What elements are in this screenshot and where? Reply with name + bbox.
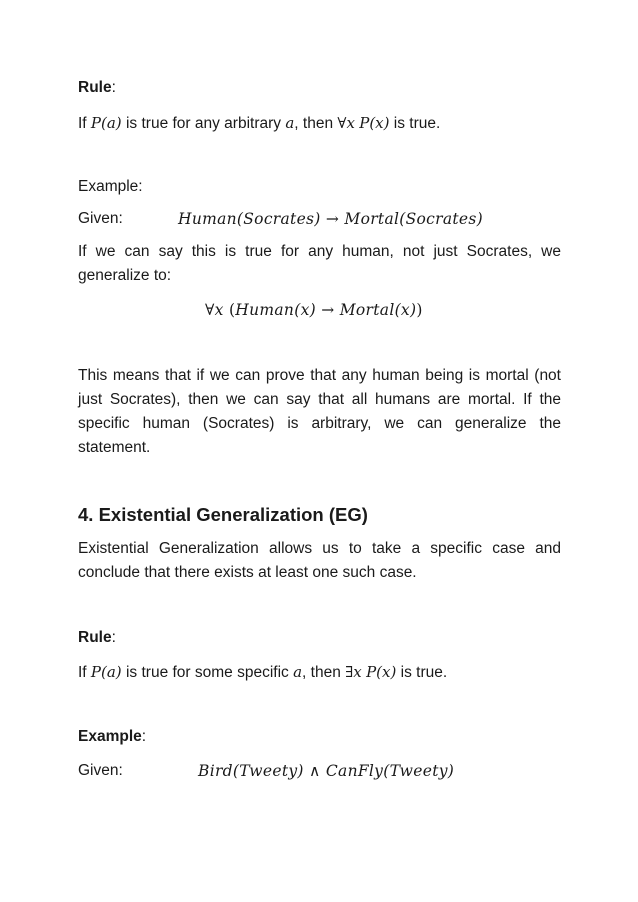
rule-text-pre: If (78, 115, 91, 132)
formula-var: x (214, 301, 224, 319)
rule-text-mid: is true for any arbitrary (121, 115, 286, 132)
rule-text-mid: is true for some specific (121, 664, 294, 681)
implies-arrow: → (321, 301, 335, 319)
math-p-of-a: P(a) (90, 114, 122, 132)
rule-text-then: , then (302, 664, 346, 681)
math-var-a: a (285, 114, 295, 132)
rule-text-pre: If (78, 664, 91, 681)
rule-text-post: is true. (396, 664, 448, 681)
premise-left: Human(Socrates) (178, 210, 321, 228)
math-var-a: a (293, 663, 303, 681)
premise-formula (178, 207, 483, 231)
rule-heading (78, 76, 116, 100)
forall-symbol: ∀ (205, 301, 215, 319)
math-p-of-x: P(x) (359, 114, 390, 132)
rule-colon: : (111, 629, 116, 646)
math-p-of-a: P(a) (90, 663, 122, 681)
rule-heading (78, 626, 116, 650)
open-paren: ( (228, 301, 236, 319)
forall-symbol: ∀ (337, 114, 347, 132)
rule-label: Rule (78, 79, 112, 96)
explanation-paragraph: This means that if we can prove that any human being is mortal (not just Socrates), then we can say that all humans are mortal. If the specific human (Socrates) is arbitrary, we can generalize the statement. (78, 367, 561, 456)
section-heading: 4. Existential Generalization (EG) (78, 504, 368, 525)
rule-text-then: , then (294, 115, 338, 132)
given-label: Given: (78, 210, 123, 227)
premise-right: Mortal(Socrates) (344, 210, 483, 228)
premise-formula (198, 759, 454, 783)
rule-colon: : (111, 79, 116, 96)
math-p-of-x: P(x) (366, 663, 397, 681)
section-intro-paragraph: Existential Generalization allows us to take a specific case and conclude that there exists at least one such case. (78, 540, 561, 581)
formula-left: Human(x) (235, 301, 316, 319)
universal-formula (205, 298, 423, 322)
example-colon: : (141, 728, 147, 745)
example-label: Example (78, 728, 142, 745)
example-label: Example: (78, 178, 143, 195)
rule-label: Rule (78, 629, 112, 646)
exists-symbol: ∃ (345, 663, 354, 681)
close-paren: ) (416, 301, 423, 319)
premise-left: Bird(Tweety) (198, 762, 304, 780)
and-symbol: ∧ (309, 762, 321, 780)
premise-right: CanFly(Tweety) (325, 762, 455, 780)
generalize-paragraph: If we can say this is true for any human, not just Socrates, we generalize to: (78, 243, 561, 284)
given-label: Given: (78, 762, 123, 779)
math-var-x: x (346, 114, 355, 132)
rule-statement (78, 660, 447, 685)
example-heading (78, 725, 146, 749)
rule-text-post: is true. (389, 115, 441, 132)
math-var-x: x (353, 663, 362, 681)
rule-statement (78, 111, 440, 136)
formula-right: Mortal(x) (339, 301, 417, 319)
implies-arrow: → (325, 210, 340, 228)
